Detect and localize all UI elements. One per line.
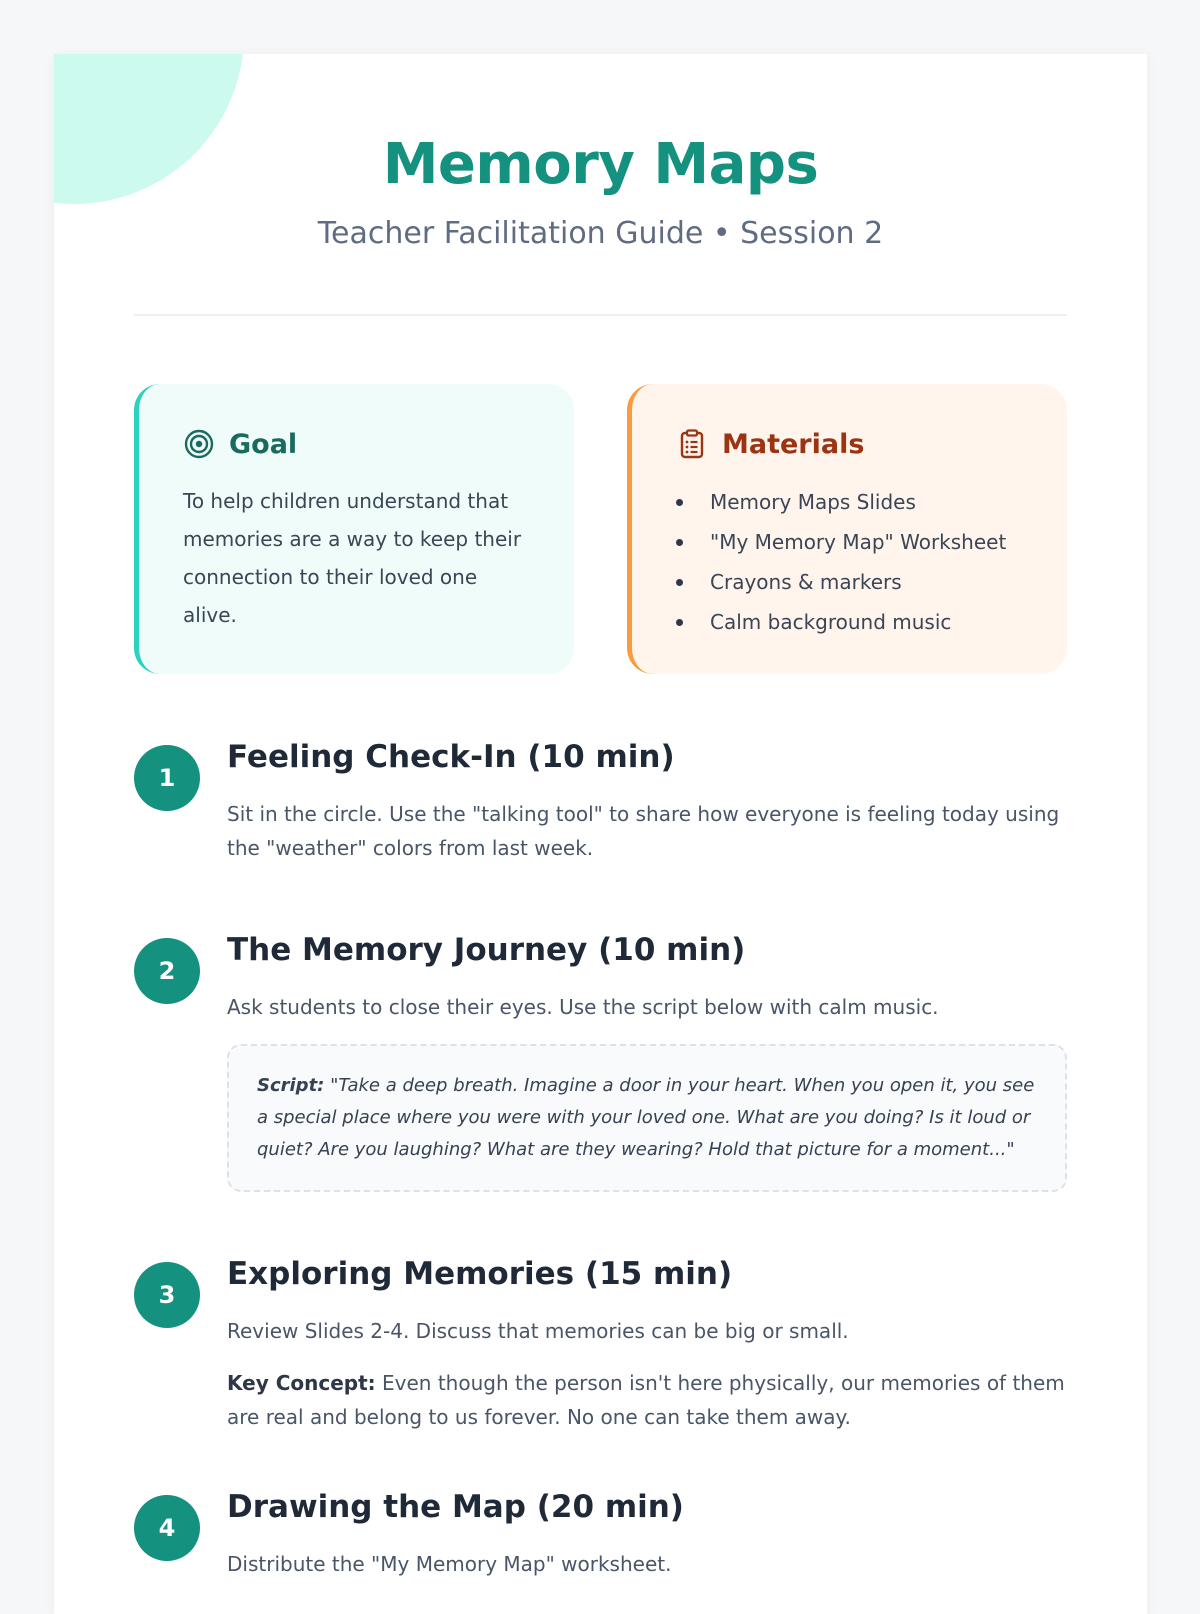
step-body bbox=[227, 1256, 1067, 1434]
step-text: Ask students to close their eyes. Use the script below with calm music. bbox=[227, 995, 939, 1019]
step-title: The Memory Journey (10 min) bbox=[227, 932, 746, 968]
page-subtitle: Teacher Facilitation Guide • Session 2 bbox=[317, 216, 884, 251]
key-concept-label: Key Concept: bbox=[227, 1371, 376, 1395]
step-title: Drawing the Map (20 min) bbox=[227, 1489, 684, 1525]
list-item: Memory Maps Slides bbox=[676, 482, 1027, 522]
materials-card-header bbox=[676, 428, 1027, 460]
list-item: Crayons & markers bbox=[676, 562, 1027, 602]
target-icon bbox=[183, 428, 215, 460]
materials-list bbox=[676, 482, 1027, 642]
step-body bbox=[227, 739, 1067, 865]
header-divider bbox=[134, 314, 1067, 316]
clipboard-icon bbox=[676, 428, 708, 460]
step-text: Distribute the "My Memory Map" worksheet. bbox=[227, 1552, 672, 1576]
step-body bbox=[227, 932, 1067, 1192]
step-text: Sit in the circle. Use the "talking tool" to share how everyone is feeling today using the "weather" colors from last week. bbox=[227, 802, 1060, 860]
step-number-badge: 4 bbox=[134, 1495, 200, 1561]
step-title: Feeling Check-In (10 min) bbox=[227, 739, 675, 775]
step-text: Review Slides 2-4. Discuss that memories can be big or small. bbox=[227, 1319, 849, 1343]
page-title: Memory Maps bbox=[382, 132, 819, 197]
key-concept bbox=[227, 1366, 1067, 1434]
step-number-badge: 1 bbox=[134, 745, 200, 811]
guide-page bbox=[54, 54, 1147, 1614]
script-text: "Take a deep breath. Imagine a door in your heart. When you open it, you see a special place where you were with your loved one. What are you doing? Is it loud or quiet? Are you laughing? What are they wearing? Hold that picture for a moment..." bbox=[257, 1075, 1035, 1160]
materials-card bbox=[627, 384, 1067, 674]
step-number-badge: 2 bbox=[134, 938, 200, 1004]
step-title: Exploring Memories (15 min) bbox=[227, 1256, 733, 1292]
script-box bbox=[227, 1044, 1067, 1192]
goal-card bbox=[134, 384, 574, 674]
materials-title: Materials bbox=[722, 428, 865, 460]
key-concept-text: Even though the person isn't here physically, our memories of them are real and belong to us forever. No one can take them away. bbox=[227, 1371, 1065, 1429]
goal-text: To help children understand that memories are a way to keep their connection to their loved one alive. bbox=[183, 489, 522, 627]
step-number-badge: 3 bbox=[134, 1262, 200, 1328]
goal-card-header bbox=[183, 428, 534, 460]
list-item: "My Memory Map" Worksheet bbox=[676, 522, 1027, 562]
step-body bbox=[227, 1489, 1067, 1581]
goal-title: Goal bbox=[229, 428, 298, 460]
list-item: Calm background music bbox=[676, 602, 1027, 642]
script-label: Script: bbox=[257, 1075, 325, 1096]
